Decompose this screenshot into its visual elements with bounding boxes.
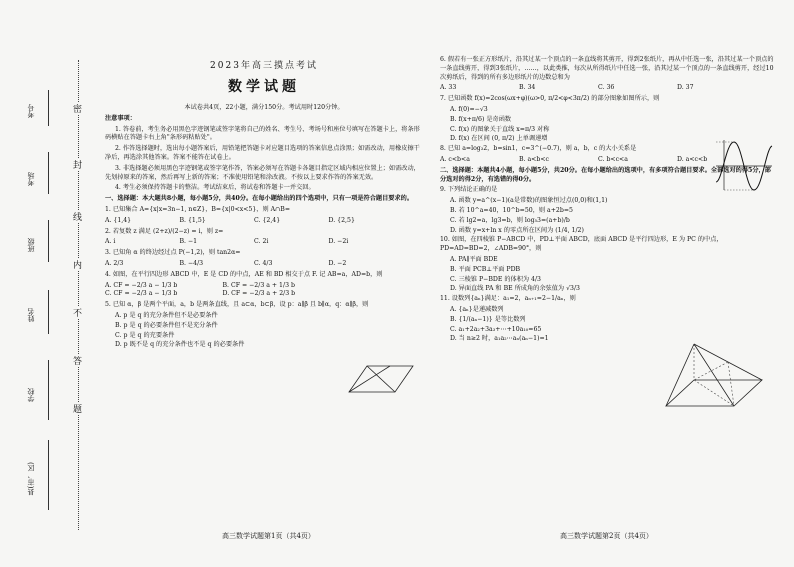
question-5-stem: 5. 已知 α，β 是两个平面，a，b 是两条直线，且 a⊂α，b⊂β，设 p：a∥β 且 b∥α，q：α∥β，则 — [105, 301, 369, 309]
binding-strip — [8, 60, 90, 530]
field-exam-number: 考号 — [27, 104, 35, 118]
option: D. 函数 y=x+ln x 的零点所在区间为 (1/4, 1/2) — [450, 226, 584, 234]
pyramid-figure — [660, 340, 768, 412]
question-1-stem: 1. 已知集合 A={x|x=3n−1, n∈Z}，B={x|0<x<5}，则 A∩B= — [105, 205, 291, 213]
option: D. a<c<b — [677, 155, 708, 163]
exam-intro: 本试卷共4页，22小题，满分150分。考试用时120分钟。 — [184, 104, 344, 111]
seal-line — [78, 60, 79, 530]
option: C. CF = −2/3 a − 1/3 b — [105, 290, 178, 298]
page-2-column — [440, 56, 776, 345]
option: C. f(x) 的图象关于直线 x=π/3 对称 — [450, 125, 550, 133]
notice-item: 2. 作答选择题时，选出每小题答案后，用铅笔把答题卡对应题目选项的答案信息点涂黑；如需改动，用橡皮擦干净后，再选涂其他答案。答案不能答在试卷上。 — [105, 145, 420, 161]
option: B. 34 — [519, 84, 536, 92]
option: D. 当 n≥2 时，a₁a₂⋯aₙ(aₙ−1)=1 — [450, 335, 549, 343]
option: A. p 是 q 的充分条件但不是必要条件 — [115, 311, 218, 319]
page-1-column — [105, 104, 423, 351]
option: D. 异面直线 PA 和 BE 所成角的余弦值为 √3/3 — [450, 285, 580, 293]
question-8-stem: 8. 已知 a=log₃2，b=sin1，c=3^(−0.7)，则 a，b，c 的大小关系是 — [440, 145, 637, 153]
option: B. {1/(aₙ−1)} 是等比数列 — [450, 315, 526, 323]
field-line — [48, 90, 49, 126]
notice-item: 4. 考生必须保持答题卡的整洁。考试结束后，将试卷和答题卡一并交回。 — [115, 184, 315, 192]
notice-item: 1. 答卷前，考生务必用黑色字迹钢笔或签字笔将自己的姓名、考生号、考场号和座位号填写在答题卡上，将条形码横贴在答题卡右上角"条形码粘贴处"。 — [105, 125, 420, 142]
option: A. c<b<a — [440, 155, 470, 163]
exam-header: 2023年高三摸点考试 — [210, 61, 318, 71]
option: B. −4/3 — [179, 259, 204, 267]
field-line — [48, 360, 49, 420]
page-2-footer: 高三数学试题第2页（共4页） — [560, 532, 653, 540]
option: A. {1,4} — [105, 216, 132, 224]
seal-word: 线 — [71, 212, 81, 221]
option: B. {1,5} — [179, 216, 206, 224]
option: A. f(0)=−√3 — [450, 105, 488, 113]
option: C. 若 lg2=a，lg3=b，则 log₅3=(a+b)/b — [450, 216, 570, 224]
option: D. {2,5} — [328, 216, 355, 224]
option: C. 36 — [598, 84, 615, 92]
option: C. 2i — [254, 238, 269, 246]
question-7-stem: 7. 已知函数 f(x)=2cos(ωx+φ)(ω>0, π/2<φ<3π/2) 的部分图象如图所示，则 — [440, 95, 660, 103]
question-6-stem: 6. 假若有一张正方形纸片，沿其过某一个顶点的一条直线将其剪开，得到2张纸片，再从中任选一张，沿其过某一个顶点的一条直线剪开，得到3张纸片，……，以此类推，每次从所得纸片中任选一张，沿其过某一个顶点的一条直线剪开，经过10次剪纸后，得到的所有多边形纸片的边数总和为 — [440, 56, 774, 81]
page-1-footer: 高三数学试题第1页（共4页） — [222, 532, 315, 540]
option: B. 若 10^a=40，10^b=50，则 a+2b=5 — [450, 206, 573, 214]
option: D. −2 — [328, 259, 347, 267]
option: B. CF = −2/3 a + 1/3 b — [222, 281, 295, 289]
question-4-options — [105, 282, 340, 300]
notice-item: 3. 非选择题必须用黑色字迹钢笔或签字笔作答，答案必须写在答题卡各题目指定区域内相应位置上；如需改动，先划掉原来的答案，然后再写上新的答案；不准使用铅笔和涂改液。不按以上要求作答的答案无效。 — [105, 164, 420, 181]
option: A. 函数 y=a^(x−1)(a是常数)的图象恒过点(0,0)和(1,1) — [450, 197, 608, 205]
option: C. a₁+2a₂+3a₃+⋯+10a₁₀=65 — [450, 325, 542, 333]
seal-word: 封 — [71, 160, 81, 169]
option: C. 4/3 — [254, 259, 273, 267]
question-3-options — [105, 260, 423, 269]
question-6-options — [440, 84, 776, 93]
field-class: 班级 — [27, 238, 35, 252]
seal-word: 内 — [71, 260, 81, 269]
option: A. PA∥平面 BDE — [450, 255, 498, 263]
seal-word: 答 — [71, 356, 81, 365]
question-10-stem: 10. 如图，在四棱锥 P−ABCD 中，PD⊥平面 ABCD，底面 ABCD 是平行四边形，E 为 PC 的中点，PD=AD=BD=2，∠ADB=90°，则 — [440, 236, 723, 253]
cosine-graph-figure — [712, 138, 774, 192]
option: D. CF = −2/3 a + 2/3 b — [222, 290, 296, 298]
option: B. −1 — [179, 238, 198, 246]
option: C. p 是 q 的充要条件 — [115, 331, 175, 339]
field-line — [48, 440, 49, 510]
option: D. f(x) 在区间 (0, π/2) 上单调递增 — [450, 135, 548, 143]
seal-word: 密 — [71, 104, 81, 113]
field-name: 姓名 — [27, 308, 35, 322]
section-heading: 一、选择题：本大题共8小题，每小题5分，共40分。在每小题给出的四个选项中，只有一项是符合题目要求的。 — [105, 195, 414, 203]
section-heading: 二、选择题：本题共4小题，每小题5分，共20分。在每小题给出的选项中，有多项符合题目要求。全部选对的得5分，部分选对的得2分，有选错的得0分。 — [440, 166, 771, 183]
option: B. p 是 q 的必要条件但不是充分条件 — [115, 321, 218, 329]
field-line — [48, 220, 49, 262]
field-exam-room: 考场 — [27, 172, 35, 186]
seal-word: 题 — [71, 404, 81, 413]
option: B. f(x+π/6) 是奇函数 — [450, 115, 512, 123]
option: A. i — [105, 238, 116, 246]
option: C. 三棱锥 P−BDE 的体积为 4/3 — [450, 275, 541, 283]
question-2-options — [105, 238, 423, 247]
question-9-stem: 9. 下列结论正确的是 — [440, 186, 498, 194]
field-county: 县(市、区) — [27, 462, 35, 496]
notice-title: 注意事项： — [105, 114, 136, 122]
question-11-stem: 11. 设数列{aₙ}满足：a₁=2，aₙ₊₁=2−1/aₙ，则 — [440, 295, 576, 303]
option: C. {2,4} — [254, 216, 281, 224]
parallelogram-figure — [345, 362, 417, 396]
seal-word: 不 — [71, 308, 81, 317]
option: B. 平面 PCB⊥平面 PDB — [450, 265, 521, 273]
option: A. 2/3 — [105, 259, 124, 267]
option: D. 37 — [677, 84, 694, 92]
question-2-stem: 2. 若复数 z 满足 (2+z)/(2−z) = i，则 z= — [105, 227, 224, 235]
field-line — [48, 152, 49, 194]
option: D. p 既不是 q 的充分条件也不是 q 的必要条件 — [115, 341, 245, 349]
field-school: 学校 — [27, 388, 35, 402]
option: A. 33 — [440, 84, 457, 92]
subject-title: 数学试题 — [228, 79, 300, 95]
option: D. −2i — [328, 238, 349, 246]
option: C. b<c<a — [598, 155, 628, 163]
option: B. a<b<c — [519, 155, 549, 163]
field-line — [48, 290, 49, 334]
question-3-stem: 3. 已知角 α 的终边经过点 P(−1,2)，则 tan2α= — [105, 249, 241, 257]
option: A. {aₙ}是递减数列 — [450, 305, 504, 313]
question-1-options — [105, 217, 423, 226]
question-4-stem: 4. 如图，在平行四边形 ABCD 中，E 是 CD 的中点，AE 和 BD 相交于点 F. 记 AB=a，AD=b，则 — [105, 270, 383, 278]
option: A. CF = −2/3 a − 1/3 b — [105, 281, 178, 289]
